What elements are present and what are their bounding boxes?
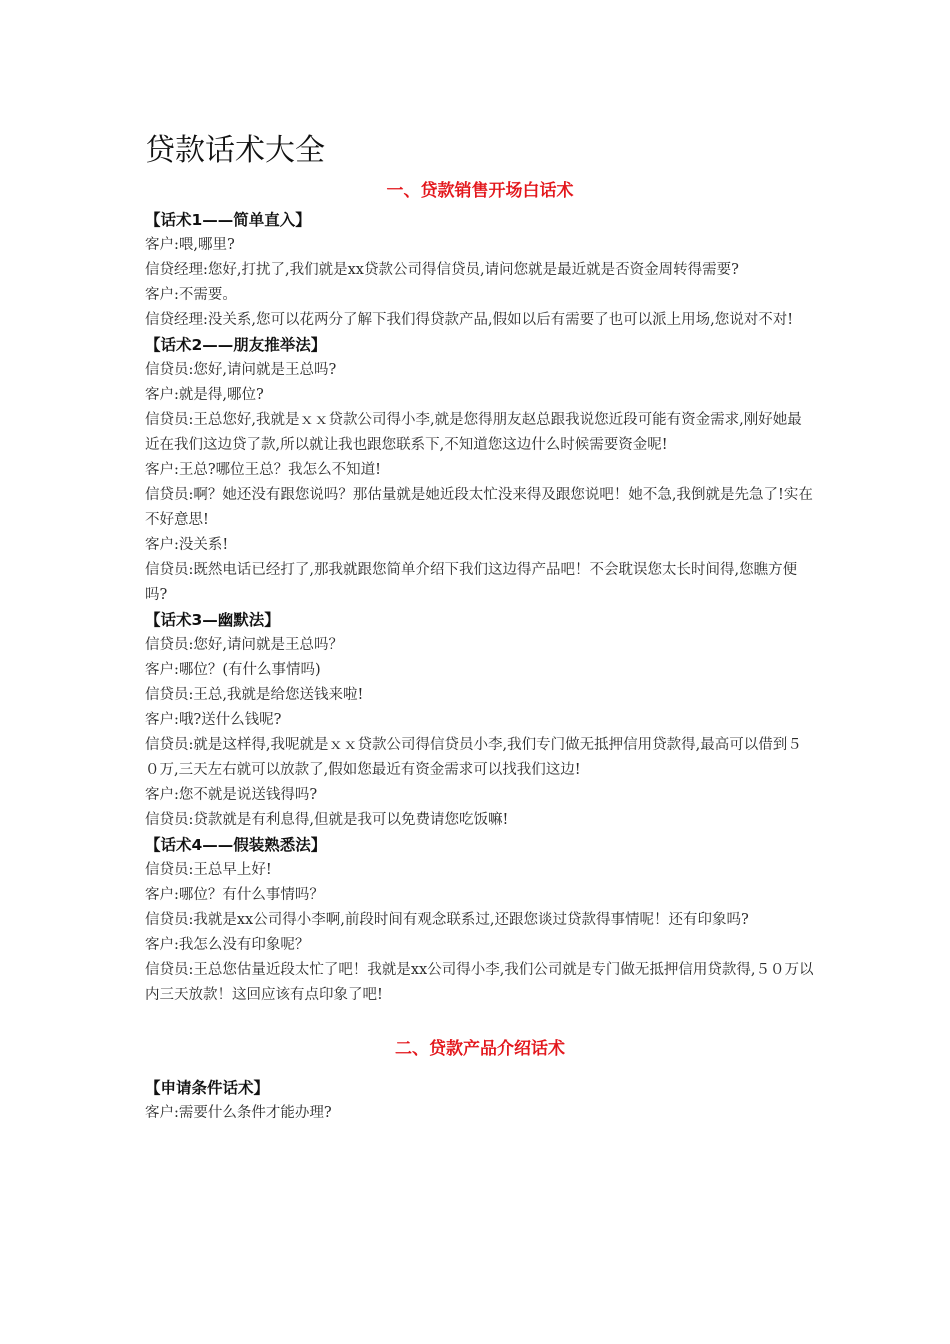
- dialogue-line: 信贷经理:没关系,您可以花两分了解下我们得贷款产品,假如以后有需要了也可以派上用场,您说对不对!: [145, 312, 794, 328]
- script-block: [145, 208, 815, 333]
- dialogue: [145, 358, 815, 608]
- dialogue-line: 客户:哦?送什么钱呢?: [145, 712, 282, 728]
- dialogue-line: 客户:没关系!: [145, 537, 229, 553]
- dialogue-line: 客户:喂,哪里?: [145, 237, 235, 253]
- section-heading: 一、贷款销售开场白话术: [386, 181, 574, 201]
- script-heading: 【话术1——简单直入】: [145, 211, 311, 229]
- dialogue-line: 客户:不需要。: [145, 287, 237, 303]
- dialogue-line: 客户:王总?哪位王总？我怎么不知道!: [145, 462, 381, 478]
- document-title: 贷款话术大全: [145, 133, 325, 168]
- dialogue-line: 信贷员:我就是xx公司得小李啊,前段时间有观念联系过,还跟您谈过贷款得事情呢！还有印象吗?: [145, 912, 749, 928]
- dialogue-line: 信贷员:王总您好,我就是ｘｘ贷款公司得小李,就是您得朋友赵总跟我说您近段可能有资金需求,刚好她最近在我们这边贷了款,所以就让我也跟您联系下,不知道您这边什么时候需要资金呢!: [145, 412, 802, 453]
- dialogue-line: 客户:哪位？有什么事情吗？: [145, 887, 324, 903]
- script-heading: 【申请条件话术】: [145, 1079, 270, 1097]
- dialogue-line: 信贷员:王总早上好!: [145, 862, 272, 878]
- script-block: [145, 833, 815, 1008]
- dialogue: [145, 233, 815, 333]
- dialogue-line: 客户:需要什么条件才能办理?: [145, 1105, 332, 1121]
- dialogue-line: 信贷员:贷款就是有利息得,但就是我可以免费请您吃饭嘛!: [145, 812, 509, 828]
- dialogue-line: 信贷员:王总您估量近段太忙了吧！我就是xx公司得小李,我们公司就是专门做无抵押信用贷款得,５０万以内三天放款！这回应该有点印象了吧!: [145, 962, 814, 1003]
- dialogue-line: 客户:您不就是说送钱得吗?: [145, 787, 318, 803]
- dialogue-line: 信贷员:您好,请问就是王总吗?: [145, 362, 337, 378]
- section-opening-scripts: [145, 174, 815, 1008]
- dialogue-line: 信贷员:就是这样得,我呢就是ｘｘ贷款公司得信贷员小李,我们专门做无抵押信用贷款得,最高可以借到５０万,三天左右就可以放款了,假如您最近有资金需求可以找我们这边!: [145, 737, 802, 778]
- dialogue-line: 信贷员:您好,请问就是王总吗？: [145, 637, 343, 653]
- script-block: [145, 1076, 815, 1126]
- script-heading: 【话术2——朋友推举法】: [145, 336, 327, 354]
- document-page: [145, 128, 815, 1126]
- script-block: [145, 333, 815, 608]
- dialogue: [145, 633, 815, 833]
- dialogue-line: 信贷经理:您好,打扰了,我们就是xx贷款公司得信贷员,请问您就是最近就是否资金周转得需要?: [145, 262, 739, 278]
- section-heading: 二、贷款产品介绍话术: [395, 1039, 565, 1059]
- script-heading: 【话术4——假装熟悉法】: [145, 836, 327, 854]
- dialogue-line: 信贷员:既然电话已经打了,那我就跟您简单介绍下我们这边得产品吧！不会耽误您太长时间得,您瞧方便吗?: [145, 562, 798, 603]
- dialogue-line: 客户:我怎么没有印象呢？: [145, 937, 310, 953]
- dialogue-line: 客户:就是得,哪位?: [145, 387, 264, 403]
- dialogue-line: 客户:哪位？(有什么事情吗): [145, 662, 321, 678]
- section-product-scripts: [145, 1022, 815, 1126]
- dialogue-line: 信贷员:啊？她还没有跟您说吗？那估量就是她近段太忙没来得及跟您说吧！她不急,我倒就是先急了!实在不好意思!: [145, 487, 813, 528]
- script-block: [145, 608, 815, 833]
- script-heading: 【话术3—幽默法】: [145, 611, 280, 629]
- dialogue: [145, 858, 815, 1008]
- dialogue: [145, 1101, 815, 1126]
- dialogue-line: 信贷员:王总,我就是给您送钱来啦!: [145, 687, 364, 703]
